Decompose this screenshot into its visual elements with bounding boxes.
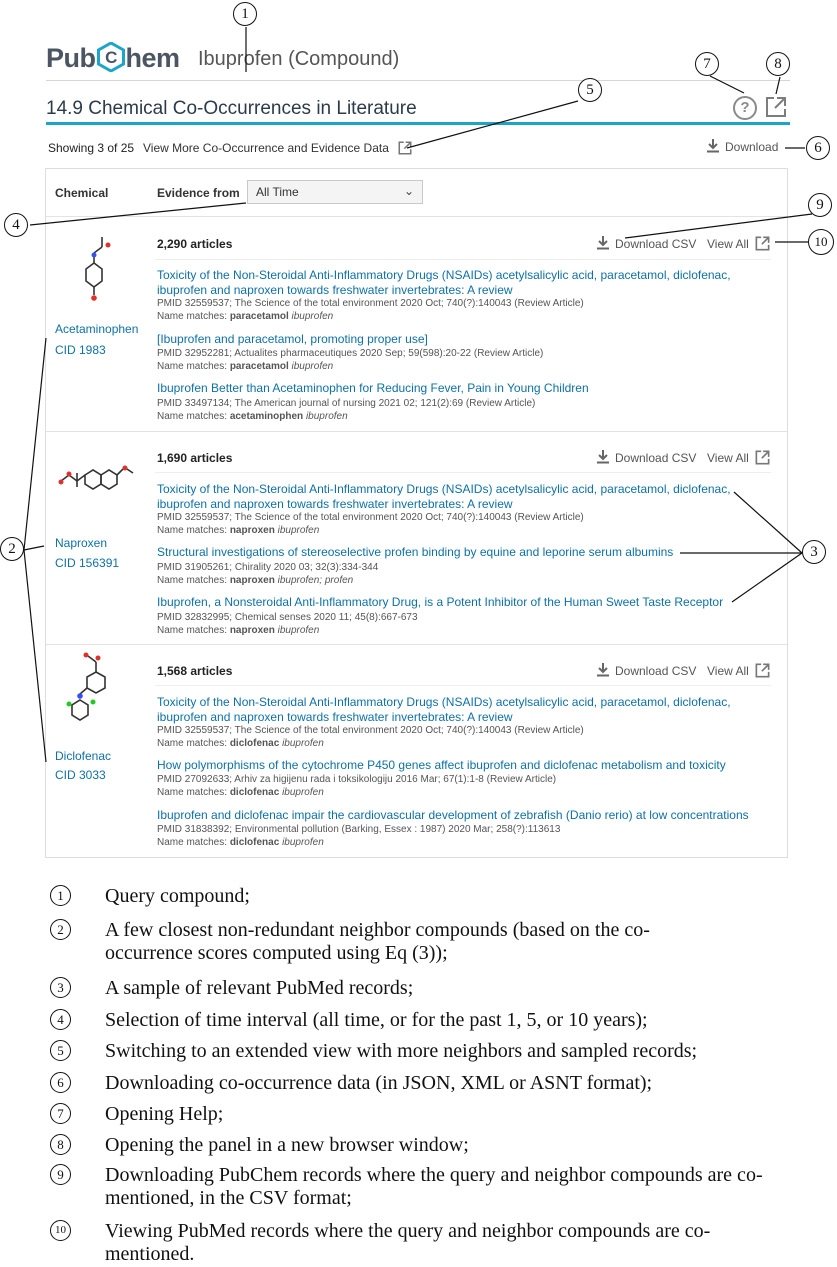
match-neighbor: paracetamol <box>229 311 289 322</box>
callout-10: 10 <box>808 229 834 255</box>
showing-count: Showing 3 of 25 <box>48 141 135 155</box>
legend-number: 9 <box>50 1164 71 1185</box>
article-title-link[interactable]: Toxicity of the Non-Steroidal Anti-Inflammatory Drugs (NSAIDs) acetylsalicylic acid, paracetamol, diclofenac, ibuprofen and naproxen towards freshwater invertebrates: A review <box>157 482 731 511</box>
time-interval-value: All Time <box>256 185 299 199</box>
callout-4: 4 <box>4 213 28 237</box>
neighbor-compound-name[interactable]: Naproxen <box>55 536 108 550</box>
name-matches-label: Name matches: <box>157 361 228 372</box>
legend-number: 7 <box>50 1103 71 1124</box>
match-neighbor: naproxen <box>229 575 275 586</box>
match-neighbor: diclofenac <box>229 787 280 798</box>
legend-number: 4 <box>50 1009 71 1030</box>
neighbor-compound-cid[interactable]: CID 3033 <box>55 768 106 782</box>
legend-text: A few closest non-redundant neighbor compounds (based on the co-occurrence scores computed using Eq (3)); <box>105 919 650 964</box>
name-matches-label: Name matches: <box>157 575 228 586</box>
callout-9: 9 <box>808 193 832 217</box>
name-matches-label: Name matches: <box>157 311 228 322</box>
match-query: ibuprofen <box>291 311 334 322</box>
legend-text: Viewing PubMed records where the query and neighbor compounds are co-mentioned. <box>105 1220 711 1265</box>
legend-text: Opening Help; <box>105 1103 224 1125</box>
legend-text: Downloading co-occurrence data (in JSON, XML or ASNT format); <box>105 1072 653 1094</box>
download-label: Download <box>725 140 779 154</box>
legend-number: 8 <box>50 1134 71 1155</box>
download-csv-label: Download CSV <box>615 664 697 678</box>
article-title-link[interactable]: Ibuprofen Better than Acetaminophen for Reducing Fever, Pain in Young Children <box>157 381 589 395</box>
match-neighbor: diclofenac <box>229 738 280 749</box>
article-title-link[interactable]: How polymorphisms of the cytochrome P450 genes affect ibuprofen and diclofenac metabolism and toxicity <box>157 758 726 772</box>
match-neighbor: diclofenac <box>229 837 280 848</box>
legend-number: 10 <box>50 1220 71 1241</box>
section-title: 14.9 Chemical Co-Occurrences in Literature <box>46 98 417 119</box>
neighbor-compound-name[interactable]: Diclofenac <box>55 749 112 763</box>
view-all-label: View All <box>707 237 749 251</box>
view-all-label: View All <box>707 451 749 465</box>
article-count: 2,290 articles <box>157 237 233 251</box>
article-meta: PMID 31905261; Chirality 2020 03; 32(3):334-344 <box>157 562 379 573</box>
match-query: ibuprofen <box>282 787 324 798</box>
logo-text-right: hem <box>125 43 180 73</box>
match-neighbor: acetaminophen <box>229 411 304 422</box>
article-count: 1,568 articles <box>157 664 233 678</box>
match-query: ibuprofen <box>277 525 320 536</box>
chevron-down-icon: ⌄ <box>403 184 414 198</box>
name-matches-label: Name matches: <box>157 787 228 798</box>
legend-text: Opening the panel in a new browser window; <box>105 1134 469 1156</box>
article-count: 1,690 articles <box>157 451 233 465</box>
legend-number: 2 <box>50 919 71 940</box>
match-query: ibuprofen; profen <box>277 575 354 586</box>
article-meta: PMID 33497134; The American journal of nursing 2021 02; 121(2):69 (Review Article) <box>157 398 536 409</box>
callout-8: 8 <box>766 52 790 76</box>
match-query: ibuprofen <box>305 411 348 422</box>
help-icon[interactable]: ? <box>733 96 757 120</box>
name-matches-label: Name matches: <box>157 411 228 422</box>
callout-2: 2 <box>0 537 24 561</box>
legend-number: 3 <box>50 977 71 998</box>
callout-1: 1 <box>233 2 257 26</box>
download-csv-label: Download CSV <box>615 237 697 251</box>
view-more-label: View More Co-Occurrence and Evidence Data <box>143 141 389 155</box>
article-meta: PMID 27092633; Arhiv za higijenu rada i toksikologiju 2016 Mar; 67(1):1-8 (Review Article) <box>157 774 557 785</box>
neighbor-compound-cid[interactable]: CID 1983 <box>55 343 106 357</box>
article-title-link[interactable]: Ibuprofen and diclofenac impair the cardiovascular development of zebrafish (Danio rerio) at low concentrations <box>157 808 749 822</box>
match-neighbor: naproxen <box>229 625 275 636</box>
match-query: ibuprofen <box>282 738 324 749</box>
article-title-link[interactable]: Toxicity of the Non-Steroidal Anti-Inflammatory Drugs (NSAIDs) acetylsalicylic acid, paracetamol, diclofenac, ibuprofen and naproxen towards freshwater invertebrates: A review <box>157 695 731 724</box>
neighbor-compound-name[interactable]: Acetaminophen <box>55 322 139 336</box>
name-matches-label: Name matches: <box>157 525 228 536</box>
match-query: ibuprofen <box>291 361 334 372</box>
callout-7: 7 <box>695 52 719 76</box>
callout-3: 3 <box>802 540 826 564</box>
svg-text:C: C <box>104 48 117 67</box>
compound-title: Ibuprofen (Compound) <box>198 48 400 70</box>
match-query: ibuprofen <box>282 837 324 848</box>
legend-text: Selection of time interval (all time, or for the past 1, 5, or 10 years); <box>105 1009 648 1031</box>
article-title-link[interactable]: [Ibuprofen and paracetamol, promoting proper use] <box>157 332 428 346</box>
download-csv-label: Download CSV <box>615 451 697 465</box>
match-query: ibuprofen <box>277 625 320 636</box>
article-title-link[interactable]: Ibuprofen, a Nonsteroidal Anti-Inflammatory Drug, is a Potent Inhibitor of the Human Sweet Taste Receptor <box>157 595 724 609</box>
legend-text: Query compound; <box>105 885 250 907</box>
legend-number: 6 <box>50 1072 71 1093</box>
article-meta: PMID 32559537; The Science of the total environment 2020 Oct; 740(?):140043 (Review Article) <box>157 298 584 309</box>
column-header-evidence: Evidence from <box>157 186 240 200</box>
article-meta: PMID 32559537; The Science of the total environment 2020 Oct; 740(?):140043 (Review Article) <box>157 725 584 736</box>
view-all-label: View All <box>707 664 749 678</box>
legend-text: A sample of relevant PubMed records; <box>105 977 414 999</box>
legend-number: 5 <box>50 1040 71 1061</box>
article-title-link[interactable]: Toxicity of the Non-Steroidal Anti-Inflammatory Drugs (NSAIDs) acetylsalicylic acid, paracetamol, diclofenac, ibuprofen and naproxen towards freshwater invertebrates: A review <box>157 268 731 297</box>
name-matches-label: Name matches: <box>157 625 228 636</box>
neighbor-compound-cid[interactable]: CID 156391 <box>55 556 120 570</box>
legend-number: 1 <box>50 885 71 906</box>
callout-6: 6 <box>806 136 830 160</box>
logo-text-left: Pub <box>46 43 96 73</box>
match-neighbor: naproxen <box>229 525 275 536</box>
article-meta: PMID 31838392; Environmental pollution (Barking, Essex : 1987) 2020 Mar; 258(?):113613 <box>157 824 561 835</box>
column-header-chemical: Chemical <box>55 186 109 200</box>
callout-5: 5 <box>578 78 602 102</box>
match-neighbor: paracetamol <box>229 361 289 372</box>
legend-text: Downloading PubChem records where the query and neighbor compounds are co-mentioned, in the CSV format; <box>105 1164 763 1209</box>
name-matches-label: Name matches: <box>157 837 228 848</box>
article-meta: PMID 32832995; Chemical senses 2020 11; 45(8):667-673 <box>157 612 418 623</box>
name-matches-label: Name matches: <box>157 738 228 749</box>
article-meta: PMID 32952281; Actualites pharmaceutiques 2020 Sep; 59(598):20-22 (Review Article) <box>157 348 544 359</box>
article-meta: PMID 32559537; The Science of the total environment 2020 Oct; 740(?):140043 (Review Article) <box>157 512 584 523</box>
legend-text: Switching to an extended view with more neighbors and sampled records; <box>105 1040 698 1062</box>
article-title-link[interactable]: Structural investigations of stereoselective profen binding by equine and leporine serum albumins <box>157 545 674 559</box>
